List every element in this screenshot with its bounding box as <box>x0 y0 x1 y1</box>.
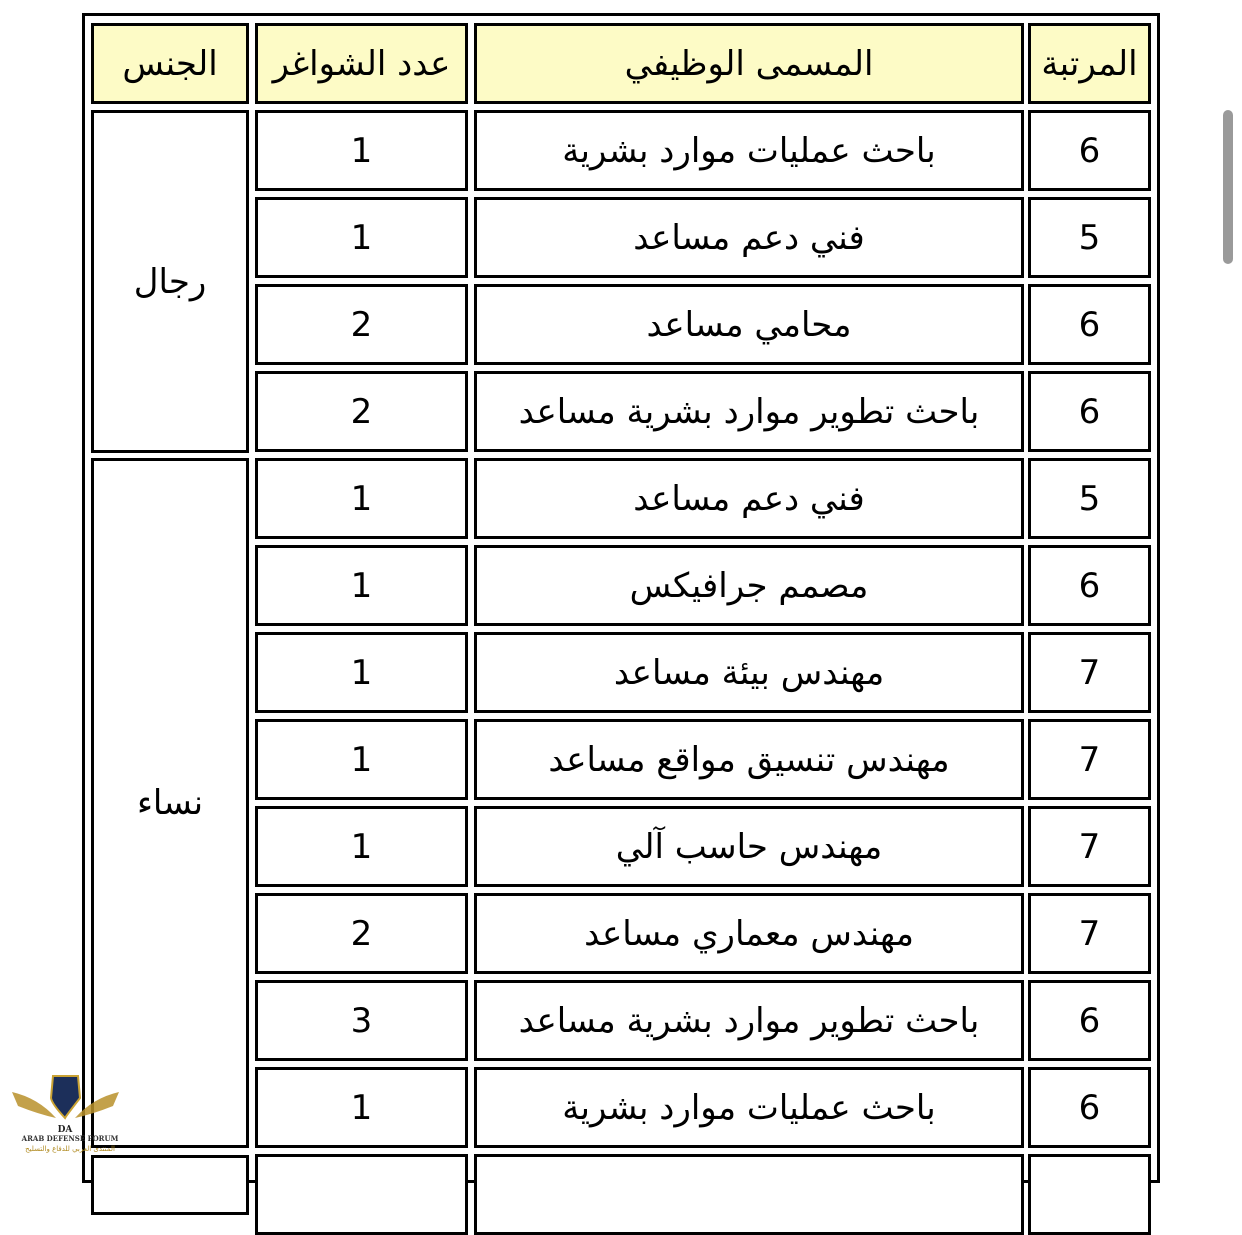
rank-cell: 6 <box>1028 1067 1151 1148</box>
jobs-table <box>82 13 1160 1183</box>
rank-cell: 6 <box>1028 980 1151 1061</box>
vacancies-cell: 3 <box>255 980 468 1061</box>
header-gender: الجنس <box>91 23 249 104</box>
job-title-cell: فني دعم مساعد <box>474 197 1024 278</box>
rank-cell: 5 <box>1028 197 1151 278</box>
job-title-cell: فني دعم مساعد <box>474 458 1024 539</box>
vacancies-cell-partial <box>255 1154 468 1235</box>
vacancies-cell: 1 <box>255 1067 468 1148</box>
rank-cell: 6 <box>1028 110 1151 191</box>
forum-watermark <box>8 1070 123 1160</box>
rank-cell: 5 <box>1028 458 1151 539</box>
forum-logo-icon <box>8 1070 123 1140</box>
vacancies-cell: 1 <box>255 197 468 278</box>
watermark-name: ARAB DEFENSE FORUM <box>21 1134 119 1143</box>
header-job-title: المسمى الوظيفي <box>474 23 1024 104</box>
job-title-cell: مهندس حاسب آلي <box>474 806 1024 887</box>
job-title-cell: مهندس معماري مساعد <box>474 893 1024 974</box>
vacancies-cell: 1 <box>255 545 468 626</box>
header-rank: المرتبة <box>1028 23 1151 104</box>
vacancies-cell: 2 <box>255 371 468 452</box>
vertical-scrollbar[interactable] <box>1223 110 1233 264</box>
vacancies-cell: 1 <box>255 110 468 191</box>
rank-cell: 7 <box>1028 719 1151 800</box>
vacancies-cell: 1 <box>255 458 468 539</box>
rank-cell: 6 <box>1028 371 1151 452</box>
vacancies-cell: 1 <box>255 719 468 800</box>
rank-cell: 7 <box>1028 806 1151 887</box>
job-title-cell-partial <box>474 1154 1024 1235</box>
vacancies-cell: 2 <box>255 893 468 974</box>
rank-cell: 6 <box>1028 284 1151 365</box>
job-title-cell: باحث تطوير موارد بشرية مساعد <box>474 371 1024 452</box>
job-title-cell: مهندس تنسيق مواقع مساعد <box>474 719 1024 800</box>
job-title-cell: باحث عمليات موارد بشرية <box>474 110 1024 191</box>
job-title-cell: مصمم جرافيكس <box>474 545 1024 626</box>
gender-cell-next <box>91 1155 249 1215</box>
header-vacancies: عدد الشواغر <box>255 23 468 104</box>
vacancies-cell: 1 <box>255 806 468 887</box>
job-title-cell: باحث تطوير موارد بشرية مساعد <box>474 980 1024 1061</box>
job-title-cell: باحث عمليات موارد بشرية <box>474 1067 1024 1148</box>
rank-cell: 6 <box>1028 545 1151 626</box>
watermark-subtitle: المنتدى العربي للدفاع والتسليح <box>25 1145 115 1153</box>
rank-cell-partial <box>1028 1154 1151 1235</box>
rank-cell: 7 <box>1028 632 1151 713</box>
rank-cell: 7 <box>1028 893 1151 974</box>
vacancies-cell: 2 <box>255 284 468 365</box>
svg-text:DA: DA <box>57 1125 73 1135</box>
job-title-cell: مهندس بيئة مساعد <box>474 632 1024 713</box>
vacancies-cell: 1 <box>255 632 468 713</box>
gender-cell-women: نساء <box>91 458 249 1148</box>
gender-cell-men: رجال <box>91 110 249 453</box>
job-title-cell: محامي مساعد <box>474 284 1024 365</box>
